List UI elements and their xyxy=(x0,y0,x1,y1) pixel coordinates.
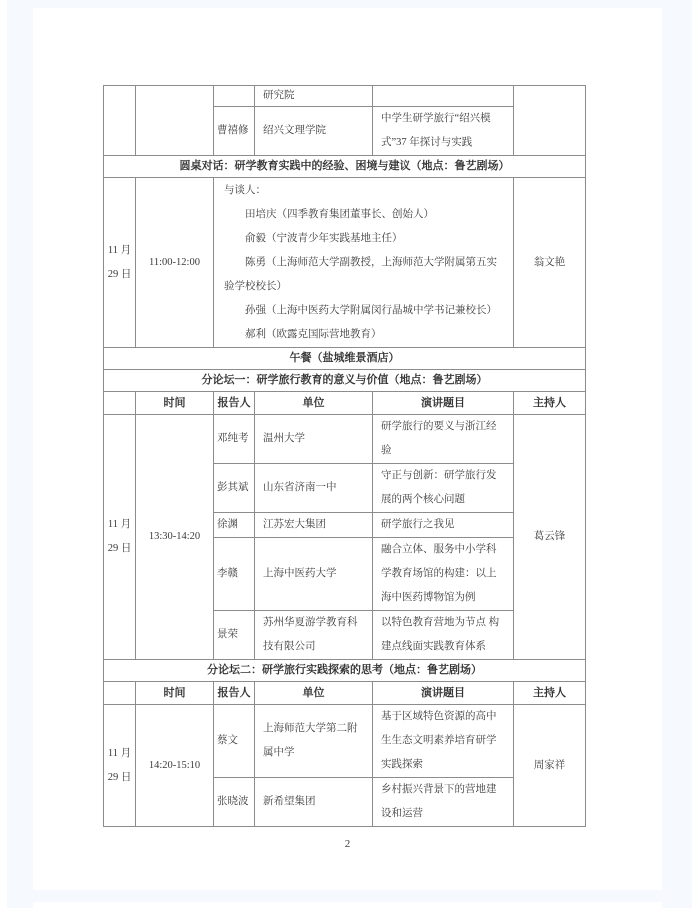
unit-cell: 山东省济南一中 xyxy=(255,464,373,513)
host-cell: 翁文艳 xyxy=(514,178,586,348)
table-row xyxy=(104,415,586,464)
date-cell xyxy=(104,705,136,827)
speaker-cell: 景荣 xyxy=(214,611,255,660)
speaker-cell: 彭其斌 xyxy=(214,464,255,513)
section-title-roundtable: 圆桌对话：研学教育实践中的经验、困境与建议（地点：鲁艺剧场） xyxy=(104,156,586,178)
section-title-forum2: 分论坛二：研学旅行实践探索的思考（地点：鲁艺剧场） xyxy=(104,660,586,682)
speaker-cell: 曹禧修 xyxy=(214,107,255,156)
schedule-table xyxy=(103,85,586,827)
header-date xyxy=(104,392,136,415)
date-line-2: 29 日 xyxy=(107,268,132,280)
section-row-forum1 xyxy=(104,370,586,392)
participant: 俞毅（宁波青少年实践基地主任） xyxy=(245,232,403,244)
unit-cell: 苏州华夏游学教育科技有限公司 xyxy=(255,611,373,660)
header-topic: 演讲题目 xyxy=(373,682,514,705)
participant: 陈勇（上海师范大学副教授，上海师范大学附属第五实验学校校长） xyxy=(224,256,497,292)
page-number: 2 xyxy=(344,838,351,850)
header-row-forum1 xyxy=(104,392,586,415)
topic-cell: 融合立体、服务中小学科学教育场馆的构建：以上海中医药博物馆为例 xyxy=(373,538,514,611)
header-row-forum2 xyxy=(104,682,586,705)
time-cell xyxy=(136,86,214,156)
topic-cell: 乡村振兴背景下的营地建设和运营 xyxy=(373,778,514,827)
host-cell: 周家祥 xyxy=(514,705,586,827)
section-row-roundtable xyxy=(104,156,586,178)
unit-cell: 绍兴文理学院 xyxy=(255,107,373,156)
topic-cell xyxy=(373,86,514,107)
viewer-left-edge xyxy=(0,0,7,908)
next-page-edge xyxy=(33,902,662,908)
speaker-cell: 蔡文 xyxy=(214,705,255,778)
topic-cell: 守正与创新：研学旅行发展的两个核心问题 xyxy=(373,464,514,513)
date-cell xyxy=(104,415,136,660)
section-row-forum2 xyxy=(104,660,586,682)
section-title-forum1: 分论坛一：研学旅行教育的意义与价值（地点：鲁艺剧场） xyxy=(104,370,586,392)
topic-cell: 研学旅行之我见 xyxy=(373,513,514,538)
speaker-cell: 邓纯考 xyxy=(214,415,255,464)
time-cell: 11:00-12:00 xyxy=(136,178,214,348)
header-unit: 单位 xyxy=(255,392,373,415)
time-cell: 14:20-15:10 xyxy=(136,705,214,827)
header-time: 时间 xyxy=(136,392,214,415)
date-cell xyxy=(104,178,136,348)
topic-cell: 中学生研学旅行“绍兴模式”37 年探讨与实践 xyxy=(373,107,514,156)
speaker-cell: 徐渊 xyxy=(214,513,255,538)
participant: 田培庆（四季教育集团董事长、创始人） xyxy=(245,208,434,220)
date-cell xyxy=(104,86,136,156)
date-line-2: 29 日 xyxy=(107,771,132,783)
unit-cell: 研究院 xyxy=(255,86,373,107)
section-title-lunch: 午餐（盐城维景酒店） xyxy=(104,348,586,370)
speaker-cell xyxy=(214,86,255,107)
topic-cell: 研学旅行的要义与浙江经验 xyxy=(373,415,514,464)
roundtable-row xyxy=(104,178,586,348)
unit-cell: 温州大学 xyxy=(255,415,373,464)
table-row xyxy=(104,86,586,107)
host-cell: 葛云锋 xyxy=(514,415,586,660)
header-speaker: 报告人 xyxy=(214,682,255,705)
speaker-cell: 张晓波 xyxy=(214,778,255,827)
header-host: 主持人 xyxy=(514,682,586,705)
header-speaker: 报告人 xyxy=(214,392,255,415)
header-date xyxy=(104,682,136,705)
participant: 孙强（上海中医药大学附属闵行晶城中学书记兼校长） xyxy=(245,304,497,316)
participant: 郝利（欧露克国际营地教育） xyxy=(245,328,382,340)
date-line-2: 29 日 xyxy=(107,543,132,554)
date-line-1: 11 月 xyxy=(107,244,132,256)
participants-cell xyxy=(214,178,514,348)
participants-lead: 与谈人： xyxy=(224,184,266,196)
header-host: 主持人 xyxy=(514,392,586,415)
host-cell xyxy=(514,86,586,156)
unit-cell: 上海中医药大学 xyxy=(255,538,373,611)
section-row-lunch xyxy=(104,348,586,370)
date-line-1: 11 月 xyxy=(107,747,132,759)
time-cell: 13:30-14:20 xyxy=(136,415,214,660)
header-unit: 单位 xyxy=(255,682,373,705)
unit-cell: 江苏宏大集团 xyxy=(255,513,373,538)
header-topic: 演讲题目 xyxy=(373,392,514,415)
document-page xyxy=(33,8,662,890)
unit-cell: 上海师范大学第二附属中学 xyxy=(255,705,373,778)
table-row xyxy=(104,705,586,778)
header-time: 时间 xyxy=(136,682,214,705)
topic-cell: 基于区域特色资源的高中生生态文明素养培育研学实践探索 xyxy=(373,705,514,778)
topic-cell: 以特色教育营地为节点 构建点线面实践教育体系 xyxy=(373,611,514,660)
date-line-1: 11 月 xyxy=(107,519,132,530)
unit-cell: 新希望集团 xyxy=(255,778,373,827)
speaker-cell: 李赣 xyxy=(214,538,255,611)
